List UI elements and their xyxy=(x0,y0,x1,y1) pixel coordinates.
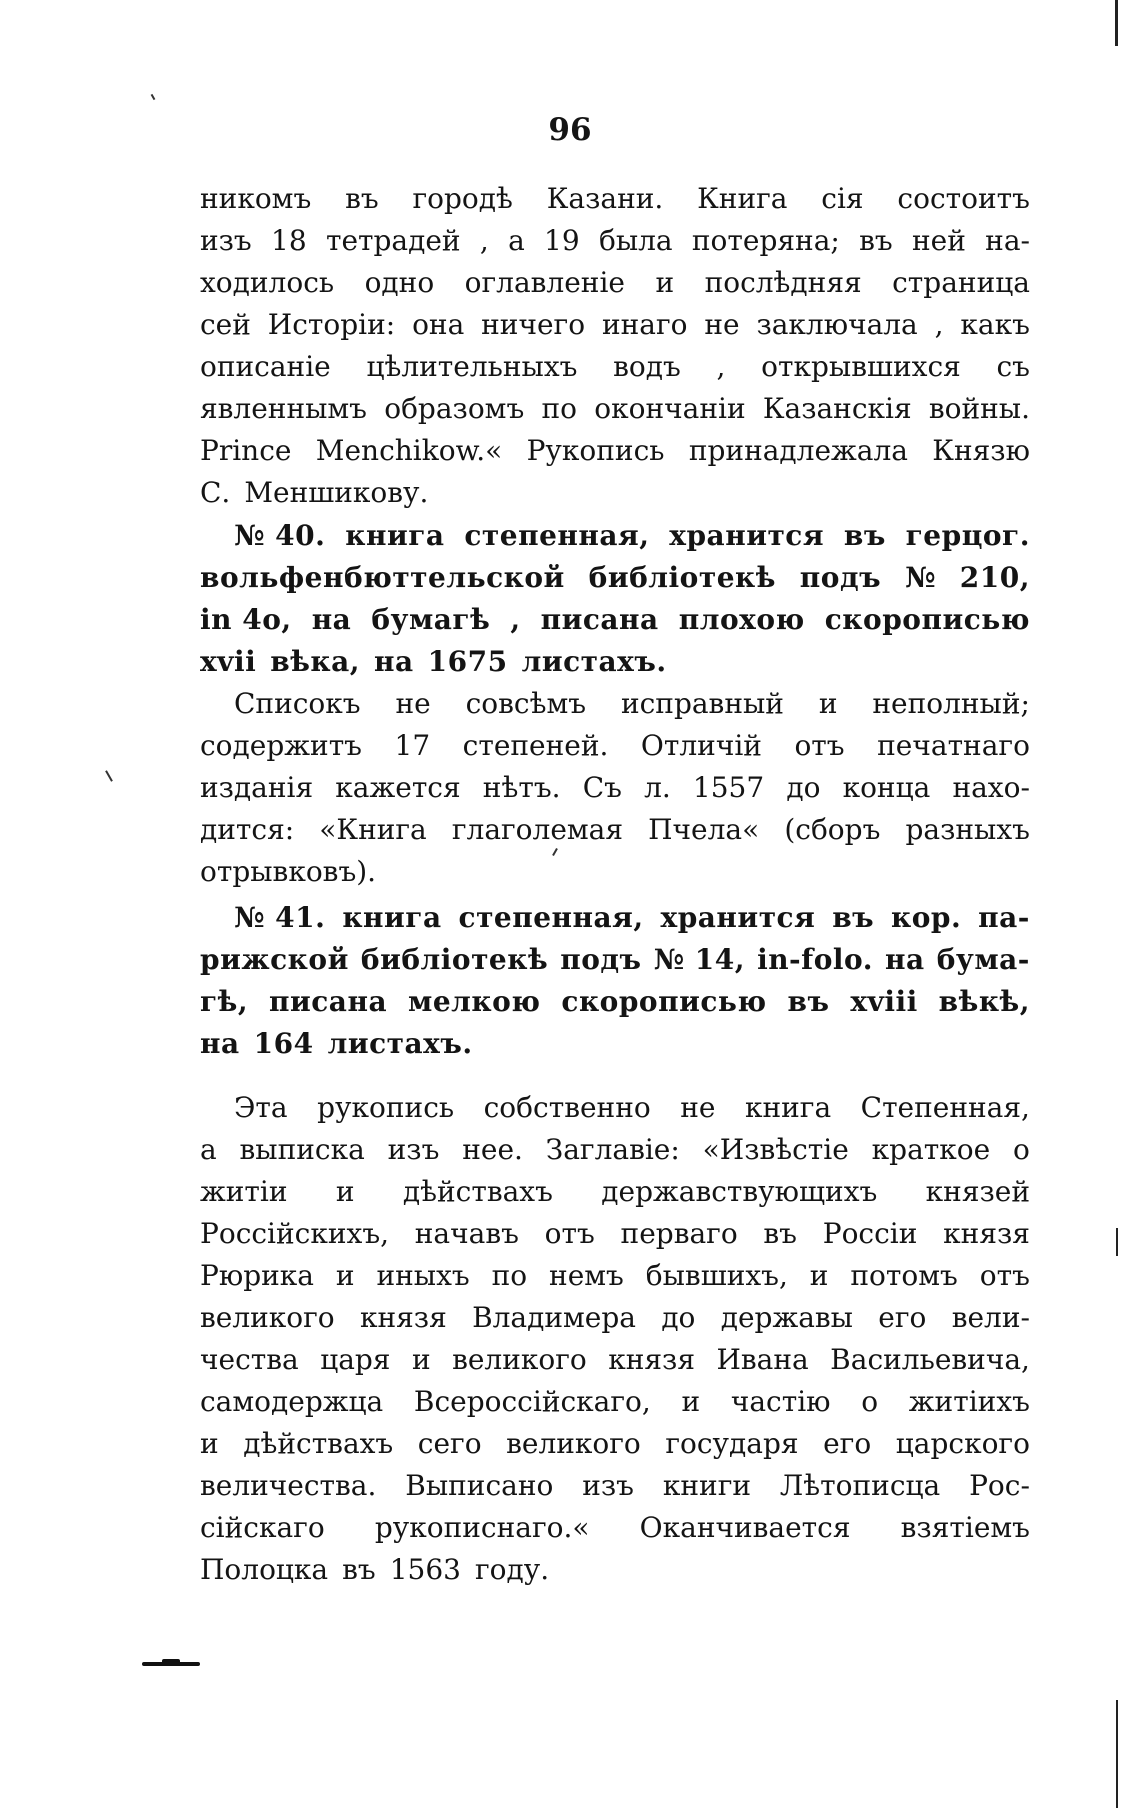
word: войны. xyxy=(928,392,1030,425)
word: въ xyxy=(345,182,379,215)
word: отъ xyxy=(794,729,845,762)
word: изъ xyxy=(387,1133,440,1166)
word: рукопись xyxy=(317,1091,455,1124)
word: Списокъ xyxy=(234,687,361,720)
word: № 14, xyxy=(653,943,745,976)
word: Рюрика xyxy=(200,1259,314,1292)
word: потомъ xyxy=(850,1259,958,1292)
word: послѣдняя xyxy=(704,266,862,299)
word: какъ xyxy=(960,308,1030,341)
word: Prince xyxy=(200,434,292,467)
word: князя xyxy=(359,1301,447,1334)
word: № 41. xyxy=(234,901,326,934)
word: писана xyxy=(269,985,388,1018)
paragraph-1 xyxy=(200,178,1030,514)
word: 17 xyxy=(394,729,431,762)
text-line xyxy=(200,557,1030,599)
word: xvii xyxy=(200,645,257,678)
text-line xyxy=(200,1255,1030,1297)
word: ничего xyxy=(481,308,586,341)
word: 19 xyxy=(544,224,580,257)
word: 1675 xyxy=(427,645,508,678)
word: листахъ. xyxy=(521,645,667,678)
word: бума- xyxy=(936,943,1030,976)
word: книга xyxy=(342,901,442,934)
word: изъ xyxy=(200,224,252,257)
word: въ xyxy=(859,224,893,257)
text-line xyxy=(200,178,1030,220)
word: на xyxy=(200,1027,240,1060)
word: отрывковъ). xyxy=(200,855,377,888)
word: принадлежала xyxy=(688,434,908,467)
word: сего xyxy=(417,1427,482,1460)
word: до xyxy=(661,1301,696,1334)
text-line xyxy=(200,1507,1030,1549)
word: глаголемая xyxy=(451,813,624,846)
word: и xyxy=(335,1259,355,1292)
word: въ xyxy=(787,985,830,1018)
word: Рос- xyxy=(969,1469,1030,1502)
text-line xyxy=(200,767,1030,809)
word: неполный; xyxy=(872,687,1030,720)
word: xviii xyxy=(850,985,918,1018)
word: Съ xyxy=(582,771,622,804)
word: хранится xyxy=(660,901,816,934)
word: бывшихъ, xyxy=(645,1259,788,1292)
word: государя xyxy=(665,1427,799,1460)
word: 18 xyxy=(271,224,307,257)
word: Лѣтописца xyxy=(779,1469,941,1502)
word: Меншикову. xyxy=(244,476,429,509)
word: Книга xyxy=(697,182,788,215)
word: великого xyxy=(200,1301,335,1334)
text-line xyxy=(200,304,1030,346)
text-line xyxy=(200,1339,1030,1381)
word: листахъ. xyxy=(327,1027,473,1060)
word: исправный xyxy=(620,687,784,720)
word: житіи xyxy=(200,1175,288,1208)
text-line xyxy=(200,346,1030,388)
word: № xyxy=(904,561,936,594)
word: оглавленіе xyxy=(464,266,625,299)
word: описаніе xyxy=(200,350,331,383)
text-line xyxy=(200,939,1030,981)
word: его xyxy=(878,1301,927,1334)
word: книга xyxy=(744,1091,832,1124)
text-line xyxy=(200,1549,1030,1591)
word: дѣйствахъ xyxy=(402,1175,553,1208)
word: Исторіи: xyxy=(267,308,396,341)
word: 1557 xyxy=(692,771,765,804)
word: и xyxy=(200,1427,219,1460)
word: Владимера xyxy=(472,1301,636,1334)
word: по xyxy=(541,392,578,425)
word: о xyxy=(1013,1133,1030,1166)
word: изъ xyxy=(582,1469,634,1502)
word: Ивана xyxy=(716,1343,809,1376)
word: открывшихся xyxy=(761,350,961,383)
word: С. xyxy=(200,476,231,509)
word: Полоцка xyxy=(200,1553,329,1586)
word: вѣка, xyxy=(270,645,361,678)
word: 164 xyxy=(253,1027,314,1060)
text-line xyxy=(200,683,1030,725)
word: плохою xyxy=(678,603,805,636)
word: Отличій xyxy=(640,729,762,762)
word: на xyxy=(311,603,352,636)
word: степенная, xyxy=(464,519,650,552)
word: образомъ xyxy=(384,392,525,425)
word: «Извѣстіе xyxy=(702,1133,849,1166)
word: Выписано xyxy=(405,1469,554,1502)
word: разныхъ xyxy=(905,813,1030,846)
word: въ xyxy=(763,1217,797,1250)
word: in-folo. xyxy=(757,943,873,976)
word: Степенная, xyxy=(860,1091,1030,1124)
text-line xyxy=(200,1129,1030,1171)
word: самодержца xyxy=(200,1385,384,1418)
text-line xyxy=(200,851,1030,893)
text-line xyxy=(200,897,1030,939)
word: по xyxy=(491,1259,528,1292)
text-line xyxy=(200,809,1030,851)
word: скорописью xyxy=(561,985,767,1018)
word: состоитъ xyxy=(897,182,1030,215)
word: кор. xyxy=(891,901,962,934)
word: библіотекѣ xyxy=(360,943,549,976)
text-line xyxy=(200,725,1030,767)
word: водъ xyxy=(613,350,681,383)
word: была xyxy=(598,224,673,257)
word: Васильевича, xyxy=(830,1343,1030,1376)
text-line xyxy=(200,220,1030,262)
word: 1563 xyxy=(389,1553,461,1586)
word: рукописнаго.« xyxy=(374,1511,590,1544)
word: бумагѣ xyxy=(371,603,491,636)
word: па- xyxy=(978,901,1030,934)
word: изданія xyxy=(200,771,314,804)
word: на- xyxy=(985,224,1030,257)
text-line xyxy=(200,1423,1030,1465)
word: немъ xyxy=(549,1259,624,1292)
word: въ xyxy=(832,901,875,934)
scan-edge-line xyxy=(1115,0,1118,46)
text-line xyxy=(200,1023,1030,1065)
word: величества. xyxy=(200,1469,377,1502)
paragraph-2 xyxy=(200,683,1030,893)
word: не xyxy=(395,687,431,720)
word: кажется xyxy=(335,771,461,804)
text-line xyxy=(200,1213,1030,1255)
word: окончаніи xyxy=(594,392,746,425)
word: державы xyxy=(720,1301,853,1334)
word: Пчела« xyxy=(648,813,760,846)
word: «Книга xyxy=(319,813,427,846)
word: не xyxy=(680,1091,716,1124)
scan-speck xyxy=(151,94,156,100)
word: краткое xyxy=(871,1133,991,1166)
word: , xyxy=(510,603,521,636)
word: скорописью xyxy=(824,603,1030,636)
text-line xyxy=(200,1171,1030,1213)
word: книга xyxy=(345,519,445,552)
word: (сборъ xyxy=(784,813,881,846)
word: Эта xyxy=(234,1091,288,1124)
word: взятіемъ xyxy=(900,1511,1030,1544)
word: до xyxy=(786,771,821,804)
word: дится: xyxy=(200,813,295,846)
word: , xyxy=(934,308,944,341)
text-line xyxy=(200,1465,1030,1507)
word: мелкою xyxy=(408,985,541,1018)
word: отъ xyxy=(979,1259,1030,1292)
word: степенная, xyxy=(458,901,644,934)
word: перваго xyxy=(620,1217,738,1250)
word: она xyxy=(412,308,465,341)
word: великого xyxy=(452,1343,587,1376)
word: и xyxy=(655,266,675,299)
word: Россіи xyxy=(822,1217,918,1250)
word: библіотекѣ xyxy=(588,561,776,594)
word: чества xyxy=(200,1343,299,1376)
word: съ xyxy=(996,350,1030,383)
word: на xyxy=(374,645,414,678)
catalog-entry-40 xyxy=(200,515,1030,683)
word: явленнымъ xyxy=(200,392,367,425)
word: въ xyxy=(342,1553,376,1586)
word: содержитъ xyxy=(200,729,362,762)
word: а xyxy=(200,1133,217,1166)
word: князя xyxy=(943,1217,1030,1250)
text-line xyxy=(200,1087,1030,1129)
word: въ xyxy=(843,519,886,552)
word: о xyxy=(861,1385,879,1418)
word: и xyxy=(411,1343,431,1376)
word: великого xyxy=(506,1427,641,1460)
word: и xyxy=(818,687,838,720)
word: хранится xyxy=(669,519,825,552)
word: житіихъ xyxy=(908,1385,1030,1418)
word: степеней. xyxy=(462,729,609,762)
text-line xyxy=(200,1297,1030,1339)
word: тетрадей xyxy=(325,224,461,257)
word: нѣтъ. xyxy=(482,771,561,804)
word: нахо- xyxy=(952,771,1030,804)
word: а xyxy=(508,224,525,257)
text-line xyxy=(200,641,1030,683)
word: совсѣмъ xyxy=(465,687,587,720)
word: герцог. xyxy=(905,519,1030,552)
word: начавъ xyxy=(414,1217,519,1250)
word: Menchikow.« xyxy=(315,434,503,467)
catalog-entry-41 xyxy=(200,897,1030,1065)
text-line xyxy=(200,515,1030,557)
text-line xyxy=(200,599,1030,641)
word: вели- xyxy=(951,1301,1030,1334)
word: выписка xyxy=(239,1133,365,1166)
word: и xyxy=(681,1385,701,1418)
word: дѣйствахъ xyxy=(243,1427,394,1460)
word: писана xyxy=(540,603,659,636)
word: частію xyxy=(730,1385,831,1418)
word: державствующихъ xyxy=(601,1175,878,1208)
word: Князю xyxy=(932,434,1030,467)
word: сей xyxy=(200,308,251,341)
word: князя xyxy=(608,1343,695,1376)
word: иныхъ xyxy=(376,1259,470,1292)
text-line xyxy=(200,430,1030,472)
word: сійскаго xyxy=(200,1511,325,1544)
text-line xyxy=(200,1381,1030,1423)
word: нее. xyxy=(462,1133,523,1166)
word: , xyxy=(716,350,726,383)
word: царя xyxy=(320,1343,391,1376)
word: князей xyxy=(925,1175,1030,1208)
word: гѣ, xyxy=(200,985,249,1018)
word: потеряна; xyxy=(691,224,840,257)
word: л. xyxy=(644,771,671,804)
paragraph-3 xyxy=(200,1087,1030,1591)
scan-edge-line xyxy=(1116,1228,1118,1256)
word: Казани. xyxy=(546,182,664,215)
word: № 40. xyxy=(234,519,326,552)
word: подъ xyxy=(560,943,642,976)
word: году. xyxy=(474,1553,550,1586)
word: инаго xyxy=(601,308,688,341)
word: сія xyxy=(821,182,864,215)
word: городѣ xyxy=(412,182,513,215)
word: книги xyxy=(662,1469,752,1502)
word: Рукопись xyxy=(526,434,665,467)
word: Казанскія xyxy=(762,392,912,425)
text-line xyxy=(200,472,1030,514)
word: , xyxy=(479,224,489,257)
word: ходилось xyxy=(200,266,335,299)
word: Россійскихъ, xyxy=(200,1217,390,1250)
word: никомъ xyxy=(200,182,312,215)
end-ornament-dash xyxy=(142,1662,200,1666)
scan-edge-line xyxy=(1116,1700,1118,1808)
text-line xyxy=(200,981,1030,1023)
word: подъ xyxy=(799,561,882,594)
word: страница xyxy=(892,266,1030,299)
text-line xyxy=(200,388,1030,430)
word: 210, xyxy=(959,561,1030,594)
word: цѣлительныхъ xyxy=(366,350,578,383)
word: не xyxy=(704,308,740,341)
word: Оканчивается xyxy=(639,1511,851,1544)
word: ней xyxy=(911,224,966,257)
word: собственно xyxy=(483,1091,651,1124)
word: Всероссійскаго, xyxy=(413,1385,651,1418)
word: и xyxy=(335,1175,355,1208)
word: отъ xyxy=(544,1217,595,1250)
word: на xyxy=(885,943,925,976)
word: конца xyxy=(842,771,931,804)
word: вольфенбюттельской xyxy=(200,561,565,594)
word: рижской xyxy=(200,943,349,976)
word: и xyxy=(809,1259,829,1292)
word: царского xyxy=(895,1427,1030,1460)
word: одно xyxy=(364,266,435,299)
page-number: 96 xyxy=(548,112,592,148)
text-line xyxy=(200,262,1030,304)
word: Заглавіе: xyxy=(545,1133,680,1166)
word: вѣкѣ, xyxy=(938,985,1030,1018)
word: in 4о, xyxy=(200,603,292,636)
word: его xyxy=(823,1427,872,1460)
scan-speck xyxy=(105,770,113,781)
word: заключала xyxy=(756,308,918,341)
word: печатнаго xyxy=(877,729,1030,762)
